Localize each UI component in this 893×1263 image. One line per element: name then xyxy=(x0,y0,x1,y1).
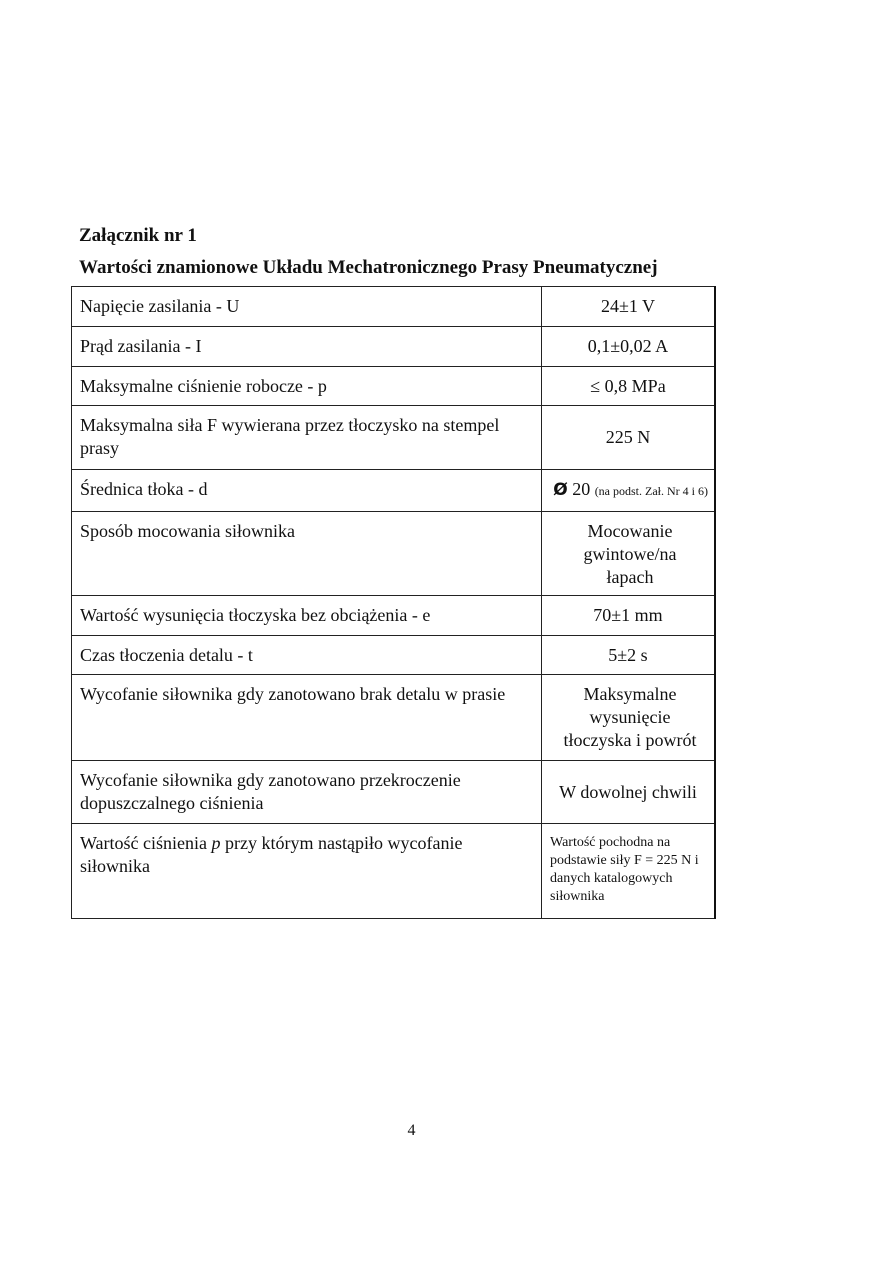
parameter-cell: Napięcie zasilania - U xyxy=(72,287,542,327)
diameter-symbol: Ø xyxy=(553,480,568,500)
diameter-value: 20 xyxy=(572,479,591,499)
value-cell: W dowolnej chwili xyxy=(542,761,716,824)
parameter-cell: Wycofanie siłownika gdy zanotowano brak detalu w prasie xyxy=(72,675,542,761)
parameter-cell: Wycofanie siłownika gdy zanotowano przekroczenie dopuszczalnego ciśnienia xyxy=(72,761,542,824)
table-row xyxy=(72,761,716,824)
diameter-note: (na podst. Zał. Nr 4 i 6) xyxy=(594,484,708,498)
pressure-symbol: p xyxy=(211,833,221,853)
table-row xyxy=(72,327,716,367)
table-row xyxy=(72,636,716,675)
parameter-text: Wartość ciśnienia xyxy=(80,833,212,853)
parameter-cell: Maksymalne ciśnienie robocze - p xyxy=(72,367,542,406)
table-row xyxy=(72,287,716,327)
table-row xyxy=(72,596,716,636)
value-cell: ≤ 0,8 MPa xyxy=(542,367,716,406)
parameter-cell: Wartość wysunięcia tłoczyska bez obciążenia - e xyxy=(72,596,542,636)
parameter-cell: Sposób mocowania siłownika xyxy=(72,512,542,596)
table-row xyxy=(72,824,716,919)
page-number: 4 xyxy=(407,1122,416,1139)
parameter-text: przy którym nastąpiło wycofanie siłownika xyxy=(80,833,463,876)
value-cell: 70±1 mm xyxy=(542,596,716,636)
value-cell: 0,1±0,02 A xyxy=(542,327,716,367)
value-cell: Mocowanie gwintowe/na łapach xyxy=(542,512,716,596)
value-cell xyxy=(542,470,716,512)
table-row xyxy=(72,470,716,512)
table-row xyxy=(72,406,716,470)
document-title: Wartości znamionowe Układu Mechatronicznego Prasy Pneumatycznej xyxy=(79,257,658,278)
parameter-cell: Prąd zasilania - I xyxy=(72,327,542,367)
value-cell: Wartość pochodna na podstawie siły F = 225 N i danych katalogowych siłownika xyxy=(542,824,716,919)
table-row xyxy=(72,512,716,596)
value-cell: 24±1 V xyxy=(542,287,716,327)
parameter-cell xyxy=(72,824,542,919)
parameter-cell: Czas tłoczenia detalu - t xyxy=(72,636,542,675)
parameter-cell: Średnica tłoka - d xyxy=(72,470,542,512)
annex-label: Załącznik nr 1 xyxy=(79,225,197,246)
parameter-cell: Maksymalna siła F wywierana przez tłoczysko na stempel prasy xyxy=(72,406,542,470)
value-cell: 225 N xyxy=(542,406,716,470)
specification-table xyxy=(71,286,716,919)
table-row xyxy=(72,367,716,406)
table-row xyxy=(72,675,716,761)
value-cell: 5±2 s xyxy=(542,636,716,675)
value-cell: Maksymalne wysunięcie tłoczyska i powrót xyxy=(542,675,716,761)
